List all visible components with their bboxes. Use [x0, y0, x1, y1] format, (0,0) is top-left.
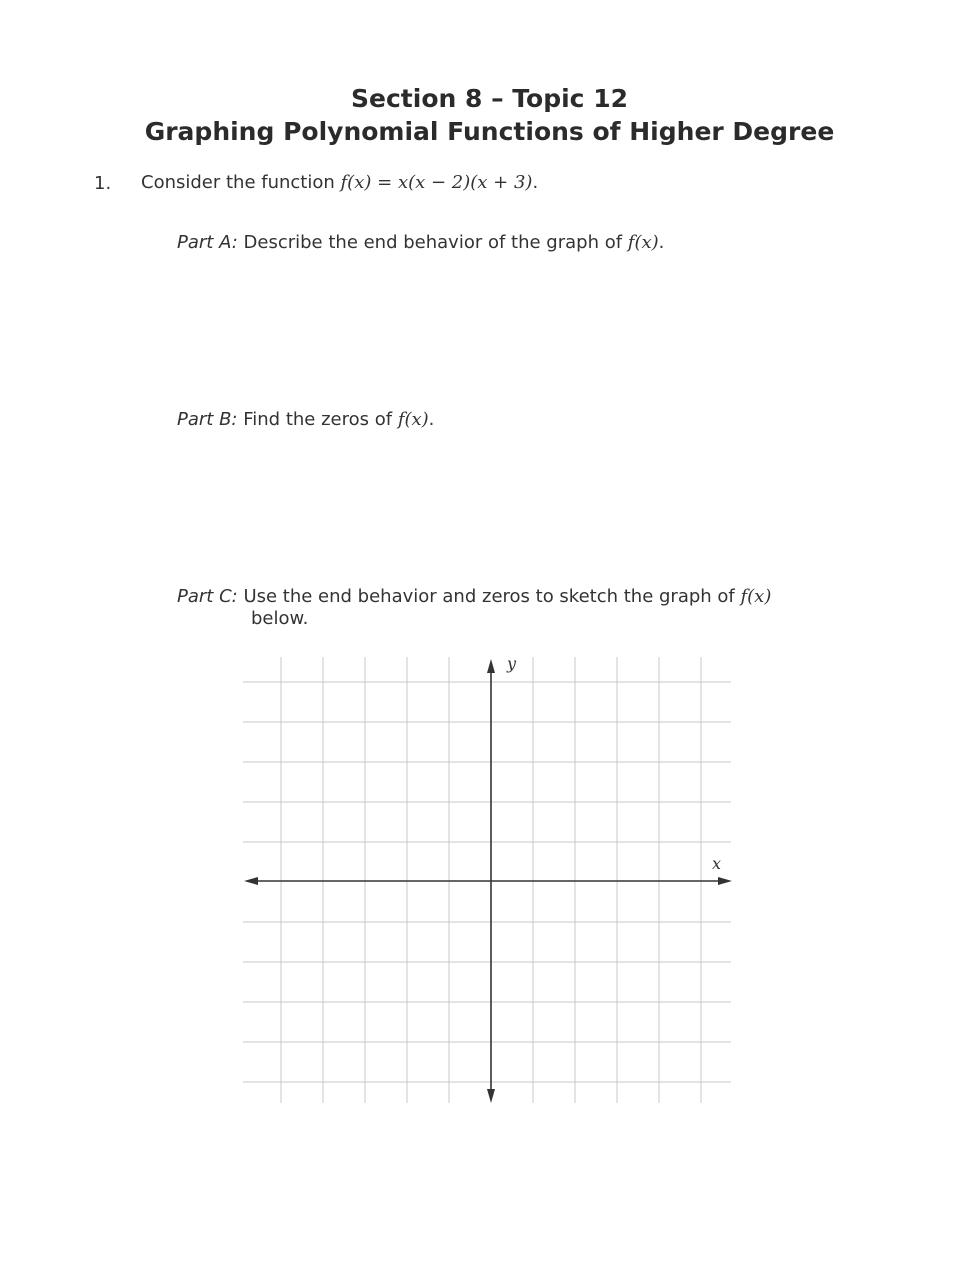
section-title: Section 8 – Topic 12	[351, 84, 628, 113]
equals-sign: =	[377, 172, 393, 193]
part-b	[177, 409, 434, 430]
part-b-func: f(x)	[397, 409, 429, 430]
question-end-punct: .	[532, 172, 539, 193]
question-prompt-text: Consider the function	[141, 172, 335, 193]
question-number: 1.	[94, 173, 112, 194]
coordinate-grid[interactable]	[238, 652, 738, 1112]
function-rhs: x(x − 2)(x + 3)	[397, 172, 533, 193]
part-c-text-2: below.	[251, 608, 309, 629]
part-b-label: Part B:	[177, 409, 238, 430]
part-b-text: Find the zeros of	[243, 409, 393, 430]
x-axis-left-arrow	[244, 877, 258, 885]
part-c-func: f(x)	[740, 586, 772, 607]
part-a-label: Part A:	[177, 232, 238, 253]
y-axis-up-arrow	[487, 659, 495, 673]
part-a-text: Describe the end behavior of the graph of	[243, 232, 623, 253]
topic-title: Graphing Polynomial Functions of Higher Degree	[144, 117, 835, 146]
part-a-end: .	[658, 232, 665, 253]
grid-lines	[243, 657, 731, 1103]
x-axis-right-arrow	[718, 877, 732, 885]
part-c-text: Use the end behavior and zeros to sketch the graph of	[243, 586, 735, 607]
part-a	[177, 232, 664, 253]
part-a-func: f(x)	[627, 232, 659, 253]
part-c	[177, 586, 857, 629]
x-axis-label: x	[712, 854, 722, 873]
part-c-label: Part C:	[177, 586, 238, 607]
part-b-end: .	[428, 409, 435, 430]
y-axis-label: y	[507, 654, 517, 673]
function-lhs: f(x)	[340, 172, 372, 193]
grid-svg[interactable]	[238, 652, 738, 1112]
question-prompt	[141, 172, 538, 193]
y-axis-down-arrow	[487, 1089, 495, 1103]
